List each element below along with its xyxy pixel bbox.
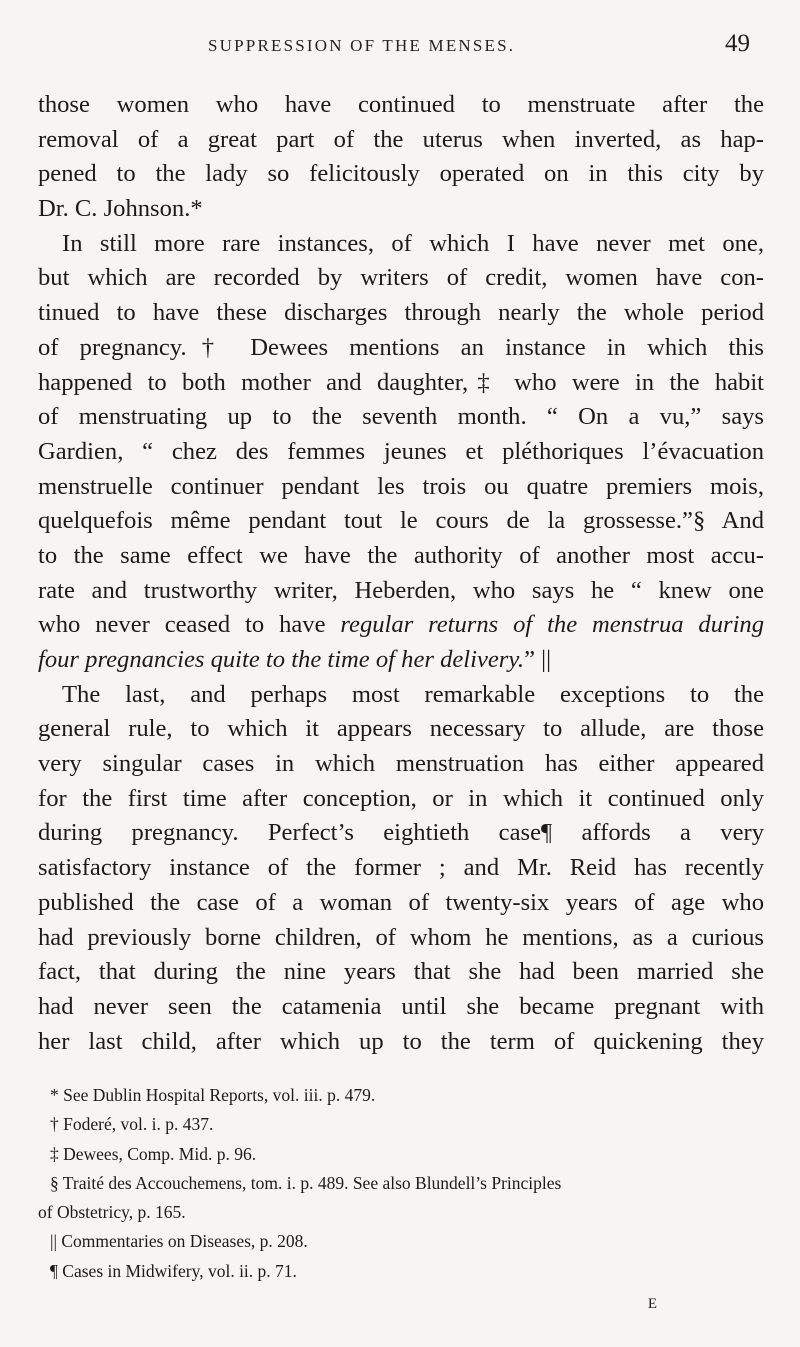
footnotes — [38, 1081, 764, 1286]
paragraph-start-line: The last, and perhaps most remarkable exceptions to the — [62, 680, 764, 708]
text-line: menstruelle continuer pendant les trois ou quatre premiers mois, — [38, 472, 764, 500]
text-line: of menstruating up to the seventh month. “ On a vu,” says — [38, 403, 764, 431]
page-number: 49 — [725, 30, 750, 57]
text-line: Dr. C. Johnson.* — [38, 195, 203, 223]
footnote-continuation: of Obstetricy, p. 165. — [38, 1202, 186, 1223]
footnote: || Commentaries on Diseases, p. 208. — [50, 1231, 308, 1252]
text-line: who never ceased to have regular returns of the menstrua during — [38, 611, 764, 639]
printer-signature-mark: E — [647, 1296, 657, 1312]
text-line: quelquefois même pendant tout le cours de la grossesse.”§ And — [38, 507, 764, 535]
text-line: fact, that during the nine years that she had been married she — [38, 958, 764, 986]
text-line: had previously borne children, of whom he mentions, as a curious — [38, 923, 764, 951]
text-line: had never seen the catamenia until she became pregnant with — [38, 992, 764, 1020]
text-line: her last child, after which up to the term of quickening they — [38, 1027, 764, 1055]
text-line: rate and trustworthy writer, Heberden, who says he “ knew one — [38, 576, 764, 604]
text-line: during pregnancy. Perfect’s eightieth case¶ affords a very — [38, 819, 764, 847]
text-line: four pregnancies quite to the time of her delivery.” || — [38, 646, 551, 673]
footnote: § Traité des Accouchemens, tom. i. p. 489. See also Blundell’s Principles — [50, 1172, 562, 1193]
text-line: general rule, to which it appears necessary to allude, are those — [38, 715, 764, 743]
page-header — [38, 30, 762, 70]
text-line: of pregnancy.† Dewees mentions an instance in which this — [38, 333, 764, 361]
footnote: ¶ Cases in Midwifery, vol. ii. p. 71. — [50, 1260, 297, 1281]
text-line: to the same effect we have the authority of another most accu- — [38, 541, 764, 569]
text-line: very singular cases in which menstruation has either appeared — [38, 750, 764, 778]
text-line: for the first time after conception, or in which it continued only — [38, 784, 764, 812]
text-line: removal of a great part of the uterus when inverted, as hap- — [38, 125, 764, 153]
text-line: those women who have continued to menstruate after the — [38, 91, 764, 118]
paragraph-start-line: In still more rare instances, of which I have never met one, — [62, 229, 764, 257]
footnote: ‡ Dewees, Comp. Mid. p. 96. — [50, 1143, 257, 1164]
body-text — [38, 88, 764, 1059]
text-line: satisfactory instance of the former ; and Mr. Reid has recently — [38, 854, 764, 882]
text-line: Gardien, “ chez des femmes jeunes et pléthoriques l’évacuation — [38, 437, 764, 465]
text-line: published the case of a woman of twenty-six years of age who — [38, 888, 764, 916]
running-head: SUPPRESSION OF THE MENSES. — [208, 36, 516, 55]
footnote: † Foderé, vol. i. p. 437. — [50, 1114, 214, 1135]
text-line: pened to the lady so felicitously operated on in this city by — [38, 160, 764, 188]
text-line: but which are recorded by writers of credit, women have con- — [38, 264, 764, 292]
text-line: happened to both mother and daughter,‡ who were in the habit — [38, 368, 764, 396]
footnote: * See Dublin Hospital Reports, vol. iii. p. 479. — [50, 1085, 376, 1105]
text-line: tinued to have these discharges through nearly the whole period — [38, 299, 764, 327]
